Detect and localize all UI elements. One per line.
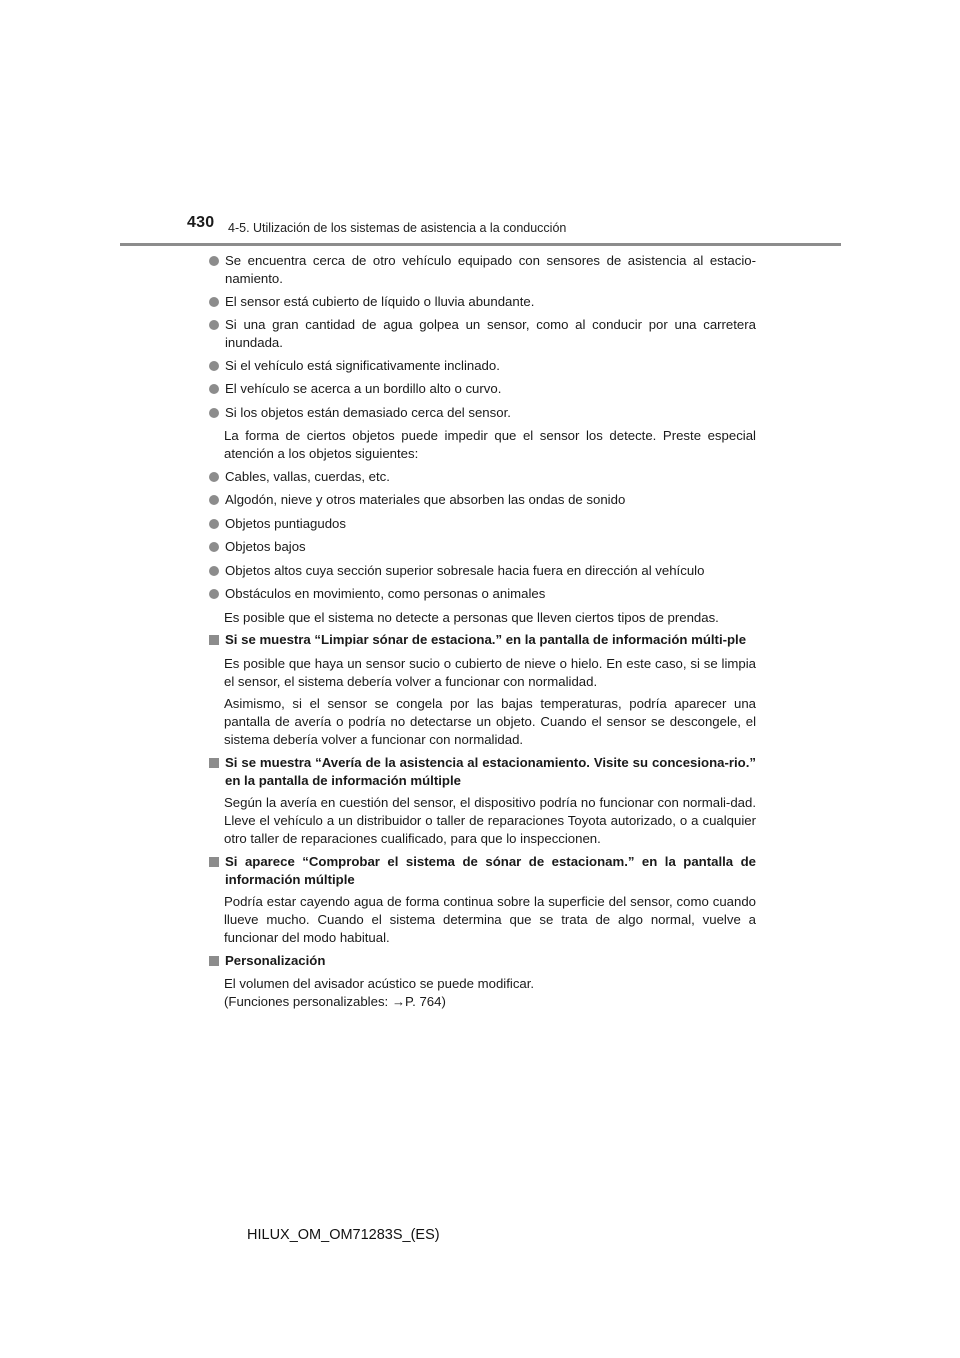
bullet-dot-icon (209, 361, 219, 371)
bullet-dot-icon (209, 384, 219, 394)
bullet-item (208, 585, 756, 604)
section-heading (208, 754, 756, 790)
bullet-item (208, 491, 756, 510)
paragraph: Es posible que el sistema no detecte a personas que lleven ciertos tipos de prendas. (224, 609, 719, 625)
bullet-text: Se encuentra cerca de otro vehículo equipado con sensores de asistencia al estacio-namiento. (225, 253, 756, 286)
square-marker-icon (209, 857, 219, 867)
bullet-dot-icon (209, 589, 219, 599)
bullet-text: Algodón, nieve y otros materiales que absorben las ondas de sonido (225, 492, 626, 507)
bullet-text: El sensor está cubierto de líquido o lluvia abundante. (225, 293, 535, 309)
document-id: HILUX_OM_OM71283S_(ES) (247, 1227, 440, 1243)
bullet-dot-icon (209, 542, 219, 552)
header-divider (120, 243, 841, 246)
heading-text: Si se muestra “Avería de la asistencia al estacionamiento. Visite su concesiona-rio.” en la pantalla de información múltiple (225, 754, 756, 788)
bullet-item (208, 252, 756, 288)
paragraph: Según la avería en cuestión del sensor, el dispositivo podría no funcionar con normali-dad. Lleve el vehículo a un distribuidor o taller de reparaciones Toyota autorizado, o a cualquier otro taller de reparaciones cualificado, para que lo inspeccionen. (224, 795, 756, 846)
heading-text: Si aparece “Comprobar el sistema de sónar de estacionam.” en la pantalla de información múltiple (225, 853, 756, 887)
bullet-item (208, 562, 756, 581)
paragraph: (Funciones personalizables: →P. 764) (224, 994, 446, 1009)
paragraph: El volumen del avisador acústico se puede modificar. (224, 976, 535, 991)
square-marker-icon (209, 758, 219, 768)
section-heading (208, 631, 756, 650)
paragraph: Es posible que haya un sensor sucio o cubierto de nieve o hielo. En este caso, si se limpia el sensor, el sistema debería volver a funcionar con normalidad. (224, 655, 756, 689)
bullet-item (208, 515, 756, 534)
heading-text: Personalización (225, 952, 326, 968)
bullet-text: Si una gran cantidad de agua golpea un sensor, como al conducir por una carretera inundada. (225, 317, 756, 350)
bullet-dot-icon (209, 256, 219, 266)
bullet-text: Cables, vallas, cuerdas, etc. (225, 468, 390, 484)
section-heading (208, 952, 756, 971)
bullet-text: Objetos puntiagudos (225, 515, 346, 531)
page-body (208, 252, 756, 1016)
bullet-dot-icon (209, 519, 219, 529)
bullet-item (208, 380, 756, 399)
section-heading (208, 853, 756, 889)
bullet-dot-icon (209, 566, 219, 576)
bullet-text: Objetos altos cuya sección superior sobresale hacia fuera en dirección al vehículo (225, 562, 705, 578)
bullet-item (208, 316, 756, 352)
page-number: 430 (187, 214, 215, 231)
bullet-text: El vehículo se acerca a un bordillo alto o curvo. (225, 381, 502, 396)
heading-text: Si se muestra “Limpiar sónar de estaciona.” en la pantalla de información múlti-ple (225, 632, 747, 647)
bullet-item (208, 538, 756, 557)
bullet-item (208, 293, 756, 312)
bullet-text: Obstáculos en movimiento, como personas o animales (225, 586, 546, 601)
bullet-dot-icon (209, 320, 219, 330)
paragraph: Podría estar cayendo agua de forma continua sobre la superficie del sensor, como cuando llueve mucho. Cuando el sistema determina que se trata de algo normal, vuelve a funcionar del modo habitual. (224, 894, 756, 945)
bullet-item (208, 404, 756, 423)
bullet-text: Si el vehículo está significativamente inclinado. (225, 357, 500, 373)
bullet-dot-icon (209, 408, 219, 418)
section-title: 4-5. Utilización de los sistemas de asistencia a la conducción (228, 221, 567, 235)
bullet-dot-icon (209, 472, 219, 482)
bullet-dot-icon (209, 297, 219, 307)
square-marker-icon (209, 635, 219, 645)
bullet-dot-icon (209, 495, 219, 505)
paragraph: La forma de ciertos objetos puede impedir que el sensor los detecte. Preste especial atención a los objetos siguientes: (224, 428, 756, 461)
bullet-text: Si los objetos están demasiado cerca del sensor. (225, 404, 511, 420)
square-marker-icon (209, 956, 219, 966)
bullet-item (208, 468, 756, 487)
bullet-item (208, 357, 756, 376)
bullet-text: Objetos bajos (225, 539, 306, 554)
paragraph: Asimismo, si el sensor se congela por las bajas temperaturas, podría aparecer una pantalla de avería o podría no detectarse un objeto. Cuando el sensor se descongele, el sistema debería volver a funcionar con normalidad. (224, 696, 756, 747)
